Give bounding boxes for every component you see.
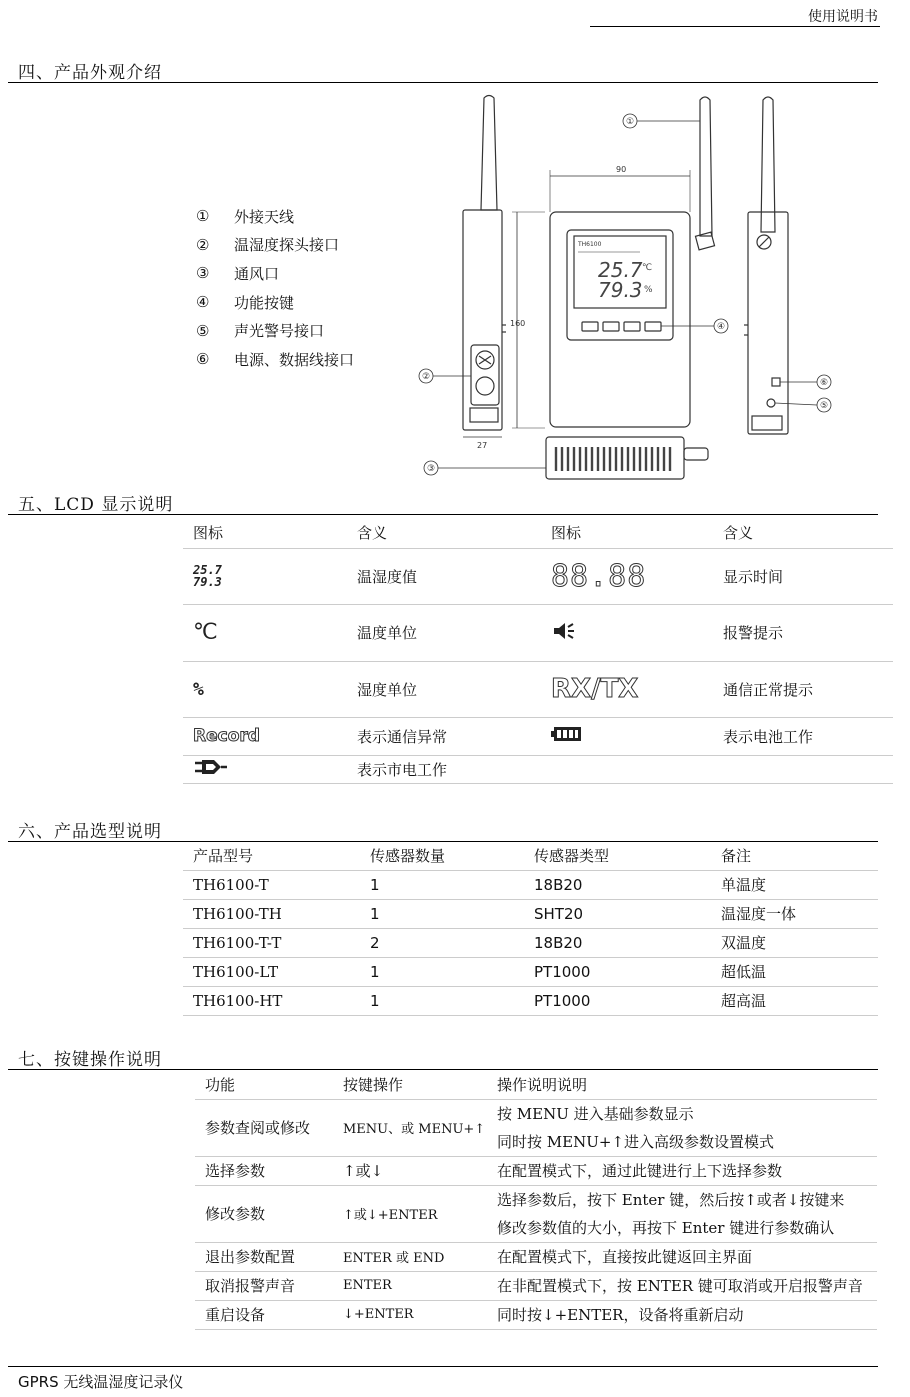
section-7-title: 七、按键操作说明 bbox=[18, 1050, 162, 1070]
header-title: 使用说明书 bbox=[808, 9, 878, 25]
model-table bbox=[183, 842, 878, 1016]
lcd-table bbox=[183, 517, 893, 784]
table-row bbox=[195, 1242, 877, 1271]
bottom-view bbox=[546, 437, 708, 479]
function-cell: 退出参数配置 bbox=[205, 1248, 296, 1266]
meaning-cell: 表示通信异常 bbox=[357, 727, 448, 746]
header-cell: 功能 bbox=[205, 1076, 236, 1095]
time-digits-icon: 88.88 bbox=[551, 558, 647, 594]
empty-cell bbox=[541, 755, 713, 783]
callout-1-label: ① bbox=[625, 117, 635, 127]
table-header-row bbox=[183, 517, 893, 548]
table-header-row bbox=[195, 1071, 877, 1099]
footer-title: GPRS 无线温湿度记录仪 bbox=[18, 1373, 184, 1391]
product-drawing bbox=[410, 88, 850, 483]
header-cell: 操作说明说明 bbox=[497, 1076, 588, 1095]
description-line: 按 MENU 进入基础参数显示 bbox=[497, 1104, 694, 1123]
legend-list bbox=[196, 202, 354, 374]
description-cell: 在配置模式下，通过此键进行上下选择参数 bbox=[497, 1162, 783, 1180]
header-cell: 按键操作 bbox=[343, 1076, 404, 1095]
empty-cell bbox=[713, 755, 893, 783]
screen-hum-value: 79.3 bbox=[598, 278, 643, 302]
callout-2-label: ② bbox=[421, 372, 431, 382]
screen-temp-unit: ℃ bbox=[642, 263, 653, 273]
description-cell bbox=[487, 1099, 877, 1156]
front-view bbox=[550, 97, 715, 427]
table-row bbox=[195, 1185, 877, 1242]
sensor-cell: PT1000 bbox=[534, 991, 591, 1010]
rx-tx-icon: RX/TX bbox=[551, 674, 639, 704]
table-row bbox=[183, 755, 893, 783]
sensor-cell: SHT20 bbox=[534, 904, 584, 923]
key-cell: ↑或↓ bbox=[343, 1162, 384, 1180]
note-cell: 双温度 bbox=[721, 934, 767, 952]
dim-height-label: 160 bbox=[510, 319, 526, 328]
callout-4-label: ④ bbox=[716, 322, 726, 332]
sensor-cell: 18B20 bbox=[534, 933, 583, 952]
screen-hum-unit: % bbox=[644, 285, 653, 295]
model-cell: TH6100-LT bbox=[193, 962, 279, 981]
callout-5-label: ⑤ bbox=[819, 401, 829, 411]
function-cell: 选择参数 bbox=[205, 1162, 266, 1180]
table-row bbox=[183, 928, 878, 957]
legend-item: ② 温湿度探头接口 bbox=[196, 235, 340, 255]
count-cell: 1 bbox=[370, 991, 380, 1010]
key-table bbox=[195, 1071, 877, 1330]
callout-6-label: ⑥ bbox=[819, 378, 829, 388]
legend-item: ④ 功能按键 bbox=[196, 293, 295, 312]
table-header-row bbox=[183, 842, 878, 870]
header-cell: 备注 bbox=[721, 847, 752, 866]
sensor-cell: PT1000 bbox=[534, 962, 591, 981]
section-5-title: 五、LCD 显示说明 bbox=[18, 495, 174, 515]
header-cell: 传感器类型 bbox=[534, 847, 610, 866]
model-cell: TH6100-T bbox=[193, 875, 269, 894]
header-cell: 图标 bbox=[551, 523, 582, 542]
count-cell: 2 bbox=[370, 933, 380, 952]
footer-rule bbox=[8, 1366, 878, 1367]
function-cell: 参数查阅或修改 bbox=[205, 1119, 311, 1137]
model-cell: TH6100-T-T bbox=[193, 933, 282, 952]
table-row bbox=[195, 1300, 877, 1329]
key-cell: ↑或↓+ENTER bbox=[343, 1208, 438, 1223]
legend-item: ⑤ 声光警号接口 bbox=[196, 321, 325, 341]
count-cell: 1 bbox=[370, 962, 380, 981]
speaker-icon bbox=[541, 604, 713, 661]
side-view-left bbox=[463, 96, 506, 451]
screen-model-label: TH6100 bbox=[578, 241, 602, 248]
table-row bbox=[183, 957, 878, 986]
note-cell: 温湿度一体 bbox=[721, 905, 797, 923]
celsius-icon: ℃ bbox=[193, 620, 218, 645]
meaning-cell: 显示时间 bbox=[723, 567, 784, 586]
screen-temp-value: 25.7 bbox=[598, 258, 643, 282]
percent-icon: % bbox=[193, 678, 204, 700]
note-cell: 超低温 bbox=[721, 963, 767, 981]
key-cell: MENU、或 MENU+↑ bbox=[343, 1122, 486, 1137]
table-row bbox=[195, 1271, 877, 1300]
header-cell: 产品型号 bbox=[193, 847, 254, 866]
table-row bbox=[195, 1099, 877, 1156]
meaning-cell: 湿度单位 bbox=[357, 680, 418, 699]
table-row bbox=[195, 1156, 877, 1185]
battery-icon bbox=[541, 717, 713, 755]
meaning-cell: 温度单位 bbox=[357, 624, 418, 642]
header-cell: 传感器数量 bbox=[370, 847, 446, 866]
side-view-right bbox=[744, 97, 788, 434]
meaning-cell: 表示电池工作 bbox=[723, 727, 814, 746]
header-cell: 含义 bbox=[357, 523, 388, 542]
meaning-cell: 通信正常提示 bbox=[723, 680, 814, 699]
key-cell: ↓+ENTER bbox=[343, 1307, 414, 1322]
sensor-cell: 18B20 bbox=[534, 875, 583, 894]
meaning-cell: 温湿度值 bbox=[357, 567, 418, 586]
meaning-cell: 表示市电工作 bbox=[357, 760, 448, 779]
note-cell: 超高温 bbox=[721, 992, 767, 1010]
section-6-title: 六、产品选型说明 bbox=[18, 822, 162, 842]
table-row bbox=[183, 986, 878, 1015]
header-cell: 含义 bbox=[723, 523, 754, 542]
legend-item: ⑥ 电源、数据线接口 bbox=[196, 350, 355, 369]
description-cell: 在非配置模式下，按 ENTER 键可取消或开启报警声音 bbox=[497, 1277, 863, 1295]
description-line: 修改参数值的大小，再按下 Enter 键进行参数确认 bbox=[497, 1218, 835, 1237]
callout-3-label: ③ bbox=[426, 464, 436, 474]
note-cell: 单温度 bbox=[721, 876, 767, 894]
function-cell: 取消报警声音 bbox=[205, 1277, 296, 1295]
description-line: 选择参数后，按下 Enter 键，然后按↑或者↓按键来 bbox=[497, 1190, 845, 1209]
table-row bbox=[183, 604, 893, 661]
section-7-rule bbox=[8, 1069, 878, 1070]
meaning-cell: 报警提示 bbox=[723, 624, 784, 642]
key-cell: ENTER 或 END bbox=[343, 1251, 445, 1266]
key-cell: ENTER bbox=[343, 1278, 392, 1293]
record-icon: Record bbox=[193, 726, 260, 746]
table-row bbox=[183, 717, 893, 755]
model-cell: TH6100-TH bbox=[193, 904, 282, 923]
temp-hum-icon: 25.7 79.3 bbox=[193, 563, 222, 589]
description-cell: 在配置模式下，直接按此键返回主界面 bbox=[497, 1248, 753, 1266]
description-cell bbox=[487, 1185, 877, 1242]
section-5-rule bbox=[8, 514, 878, 515]
table-row bbox=[183, 661, 893, 717]
table-row bbox=[183, 899, 878, 928]
header-rule bbox=[590, 26, 880, 27]
function-cell: 重启设备 bbox=[205, 1306, 266, 1324]
dim-depth-label: 27 bbox=[477, 441, 488, 450]
plug-icon bbox=[183, 755, 347, 783]
section-4-rule bbox=[8, 82, 878, 83]
table-row bbox=[183, 548, 893, 604]
legend-item: ③ 通风口 bbox=[196, 264, 280, 283]
count-cell: 1 bbox=[370, 904, 380, 923]
section-4-title: 四、产品外观介绍 bbox=[18, 63, 162, 83]
legend-item: ① 外接天线 bbox=[196, 207, 295, 226]
description-line: 同时按 MENU+↑进入高级参数设置模式 bbox=[497, 1132, 774, 1151]
description-cell: 同时按↓+ENTER，设备将重新启动 bbox=[497, 1306, 744, 1324]
header-cell: 图标 bbox=[193, 523, 224, 542]
table-row bbox=[183, 870, 878, 899]
function-cell: 修改参数 bbox=[205, 1205, 266, 1223]
count-cell: 1 bbox=[370, 875, 380, 894]
dim-width-label: 90 bbox=[616, 165, 627, 174]
model-cell: TH6100-HT bbox=[193, 991, 283, 1010]
